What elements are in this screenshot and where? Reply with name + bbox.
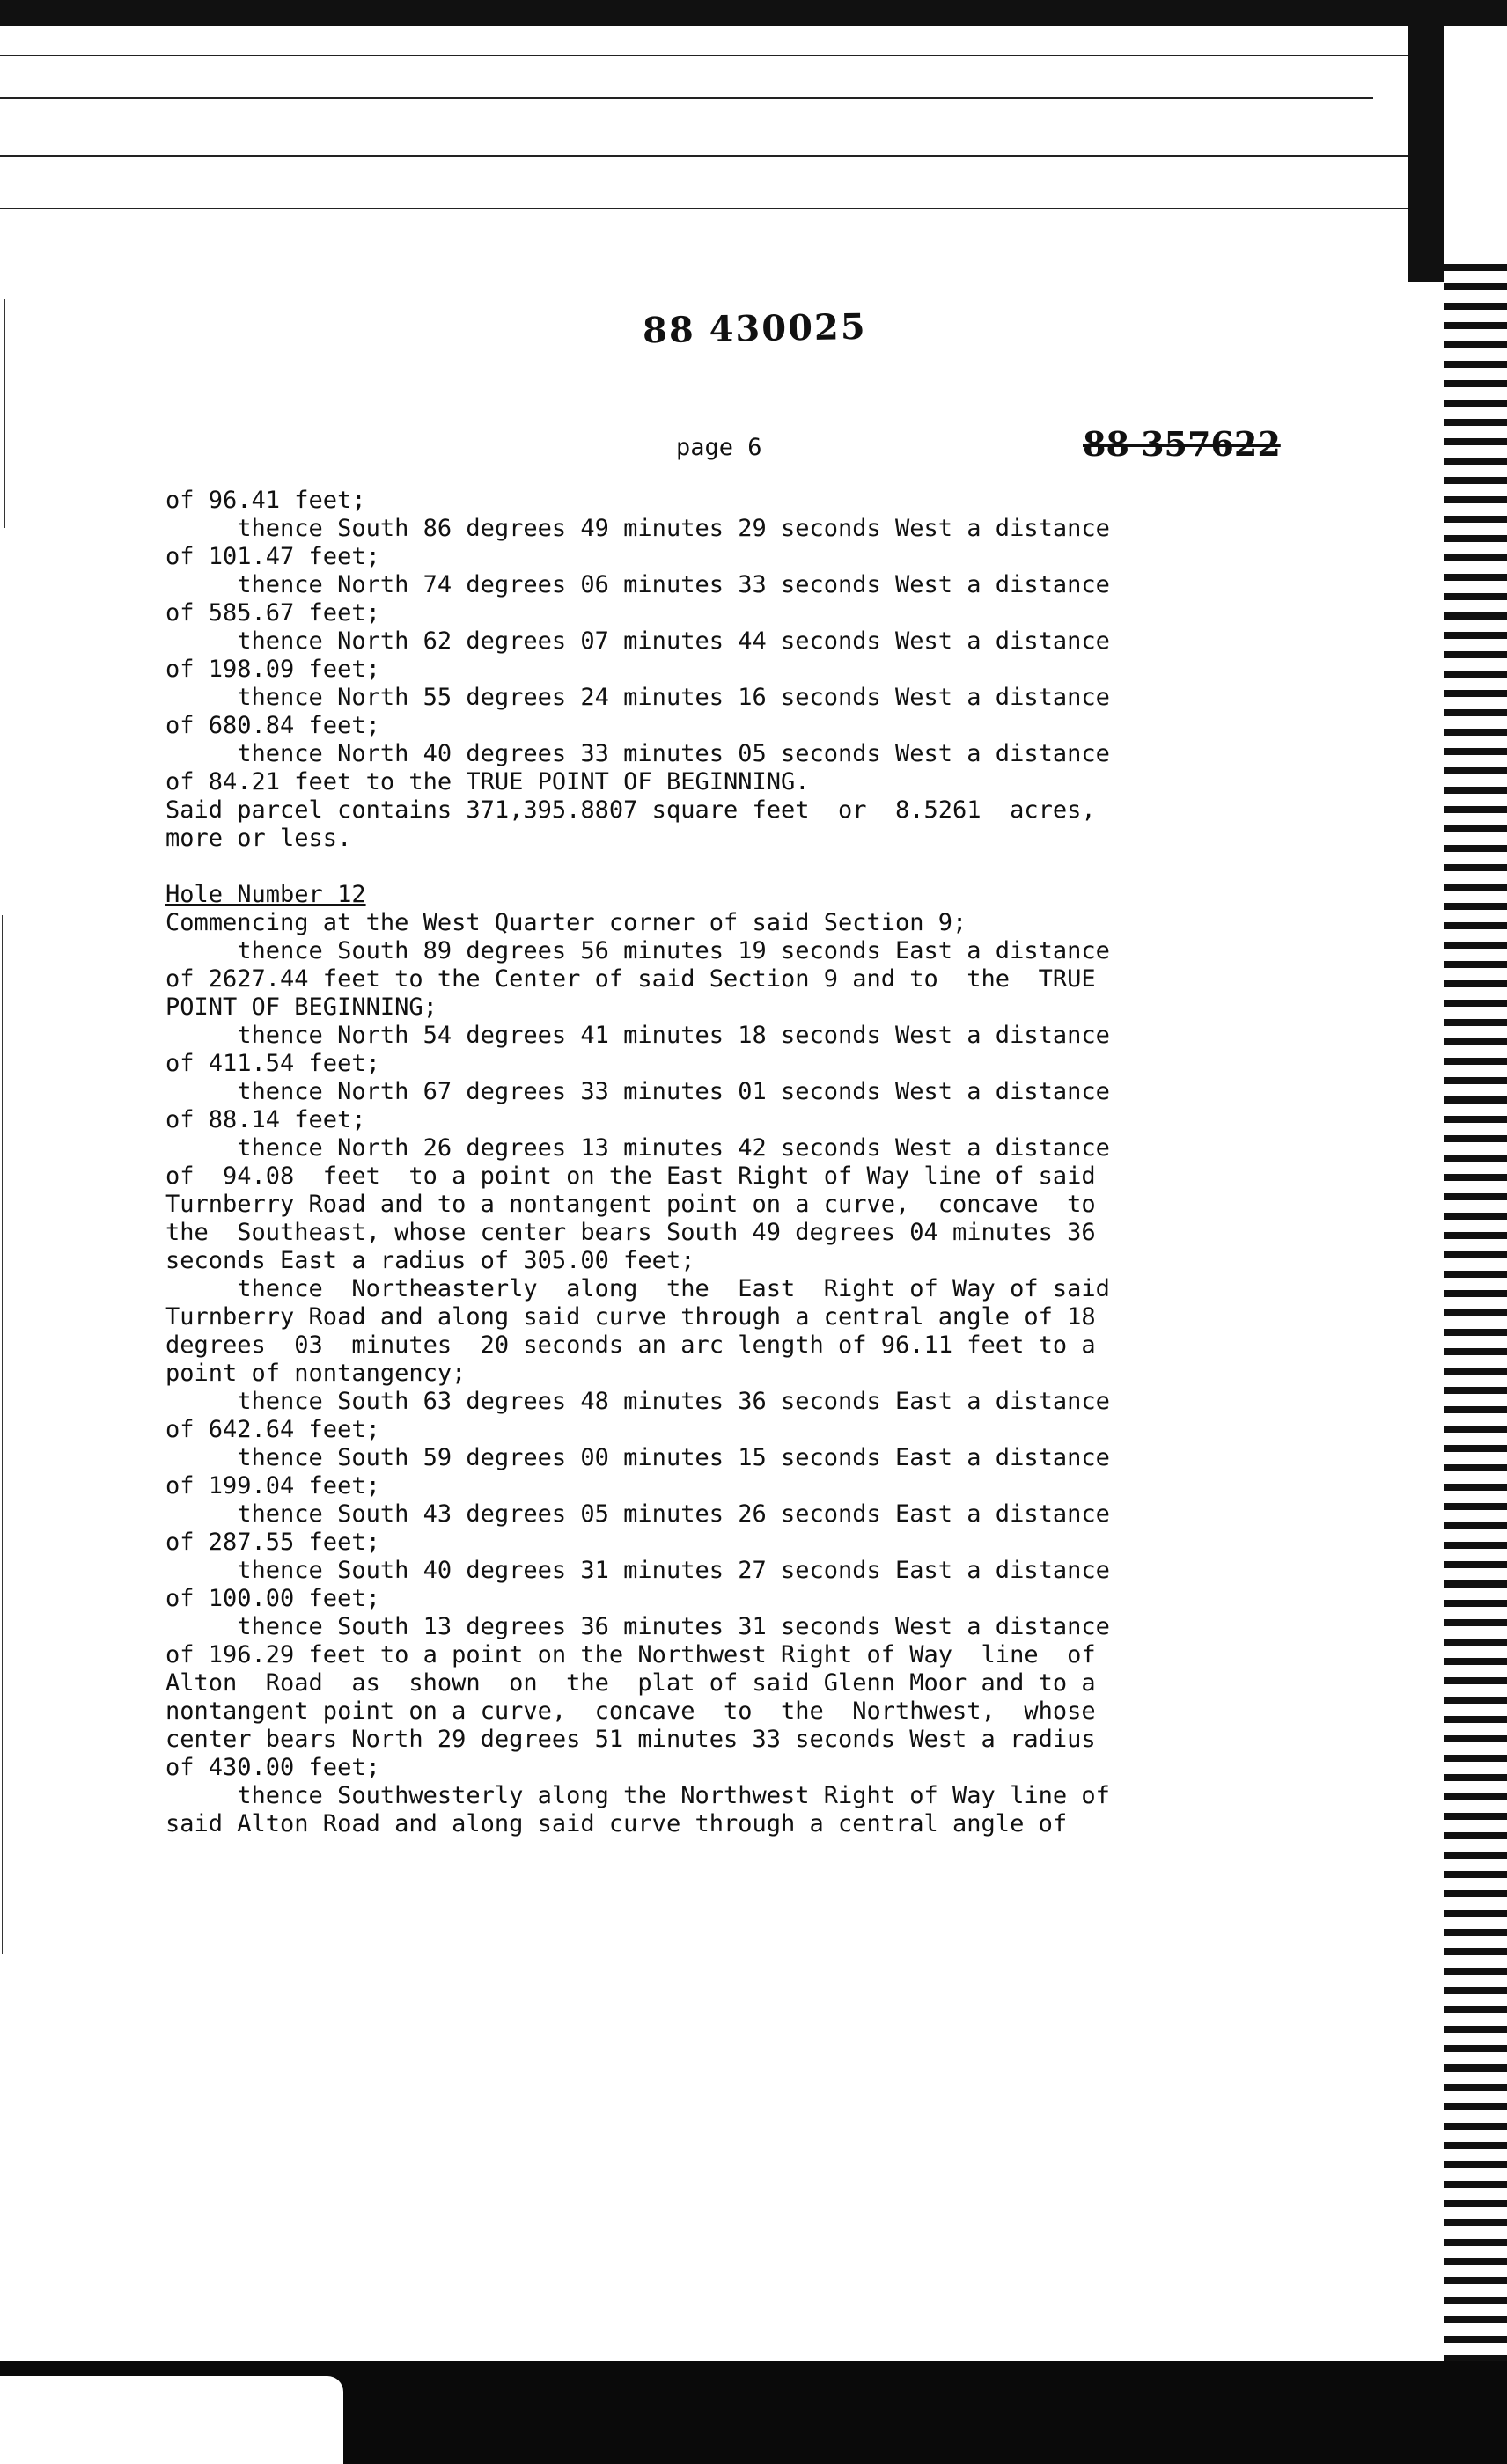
text-line: the Southeast, whose center bears South 49 degrees 04 minutes 36	[165, 1219, 1096, 1246]
text-line: center bears North 29 degrees 51 minutes 33 seconds West a radius	[165, 1726, 1096, 1753]
text-line: thence South 13 degrees 36 minutes 31 seconds West a distance	[165, 1613, 1110, 1640]
text-line: of 96.41 feet;	[165, 487, 366, 514]
text-line: thence Southwesterly along the Northwest Right of Way line of	[165, 1782, 1110, 1809]
text-line: thence North 67 degrees 33 minutes 01 seconds West a distance	[165, 1078, 1110, 1105]
text-line: of 84.21 feet to the TRUE POINT OF BEGINNING.	[165, 768, 810, 796]
text-line: of 94.08 feet to a point on the East Right of Way line of said	[165, 1162, 1096, 1190]
text-line: degrees 03 minutes 20 seconds an arc length of 96.11 feet to a	[165, 1331, 1096, 1359]
text-line: Turnberry Road and along said curve through a central angle of 18	[165, 1303, 1096, 1331]
page-number: page 6	[676, 434, 762, 461]
scan-rule	[0, 97, 1373, 99]
text-line: thence South 63 degrees 48 minutes 36 seconds East a distance	[165, 1388, 1110, 1415]
text-line: said Alton Road and along said curve through a central angle of	[165, 1810, 1068, 1837]
text-line: of 642.64 feet;	[165, 1416, 380, 1443]
text-line: nontangent point on a curve, concave to the Northwest, whose	[165, 1698, 1096, 1725]
text-line: of 101.47 feet;	[165, 543, 380, 570]
text-line: of 585.67 feet;	[165, 599, 380, 627]
text-line: thence North 55 degrees 24 minutes 16 seconds West a distance	[165, 684, 1110, 711]
text-line: POINT OF BEGINNING;	[165, 994, 437, 1021]
paragraph-gap	[165, 853, 1301, 881]
text-line: thence Northeasterly along the East Right of Way of said	[165, 1275, 1110, 1302]
text-line: more or less.	[165, 825, 352, 852]
hole-heading: Hole Number 12	[165, 881, 366, 908]
text-line: of 287.55 feet;	[165, 1529, 380, 1556]
text-line: Turnberry Road and to a nontangent point on a curve, concave to	[165, 1191, 1096, 1218]
text-line: of 198.09 feet;	[165, 656, 380, 683]
text-line: of 100.00 feet;	[165, 1585, 380, 1612]
scan-left-tick	[2, 915, 3, 1954]
text-line: of 430.00 feet;	[165, 1754, 380, 1781]
scan-rule	[0, 155, 1408, 157]
text-line: thence South 43 degrees 05 minutes 26 seconds East a distance	[165, 1500, 1110, 1528]
scan-right-margin	[1444, 264, 1507, 2376]
text-line: thence North 26 degrees 13 minutes 42 seconds West a distance	[165, 1134, 1110, 1162]
text-line: thence South 89 degrees 56 minutes 19 seconds East a distance	[165, 937, 1110, 964]
text-line: of 2627.44 feet to the Center of said Section 9 and to the TRUE	[165, 965, 1096, 993]
text-line: of 411.54 feet;	[165, 1050, 380, 1077]
text-line: thence North 40 degrees 33 minutes 05 seconds West a distance	[165, 740, 1110, 767]
scan-bottom-notch	[0, 2376, 343, 2464]
text-line: point of nontangency;	[165, 1360, 467, 1387]
scan-left-tick	[4, 299, 5, 528]
text-line: seconds East a radius of 305.00 feet;	[165, 1247, 695, 1274]
struck-reference-number: 88 357622	[1083, 424, 1281, 464]
text-line: of 88.14 feet;	[165, 1106, 366, 1133]
scan-right-edge	[1408, 0, 1444, 282]
scan-rule	[0, 55, 1408, 56]
recording-stamp-number: 88 430025	[642, 305, 867, 352]
text-line: Alton Road as shown on the plat of said Glenn Moor and to a	[165, 1669, 1096, 1697]
legal-description	[165, 487, 1301, 1838]
text-line: thence North 54 degrees 41 minutes 18 seconds West a distance	[165, 1022, 1110, 1049]
text-line: thence South 86 degrees 49 minutes 29 seconds West a distance	[165, 515, 1110, 542]
text-line: of 196.29 feet to a point on the Northwest Right of Way line of	[165, 1641, 1096, 1668]
text-line: thence North 62 degrees 07 minutes 44 seconds West a distance	[165, 627, 1110, 655]
text-line: thence South 40 degrees 31 minutes 27 seconds East a distance	[165, 1557, 1110, 1584]
text-line: thence South 59 degrees 00 minutes 15 seconds East a distance	[165, 1444, 1110, 1471]
text-line: thence North 74 degrees 06 minutes 33 seconds West a distance	[165, 571, 1110, 598]
text-line: Commencing at the West Quarter corner of said Section 9;	[165, 909, 967, 936]
text-line: of 680.84 feet;	[165, 712, 380, 739]
scan-top-band	[0, 0, 1507, 26]
text-line: Said parcel contains 371,395.8807 square feet or 8.5261 acres,	[165, 796, 1096, 824]
text-line: of 199.04 feet;	[165, 1472, 380, 1500]
scan-rule	[0, 208, 1444, 209]
